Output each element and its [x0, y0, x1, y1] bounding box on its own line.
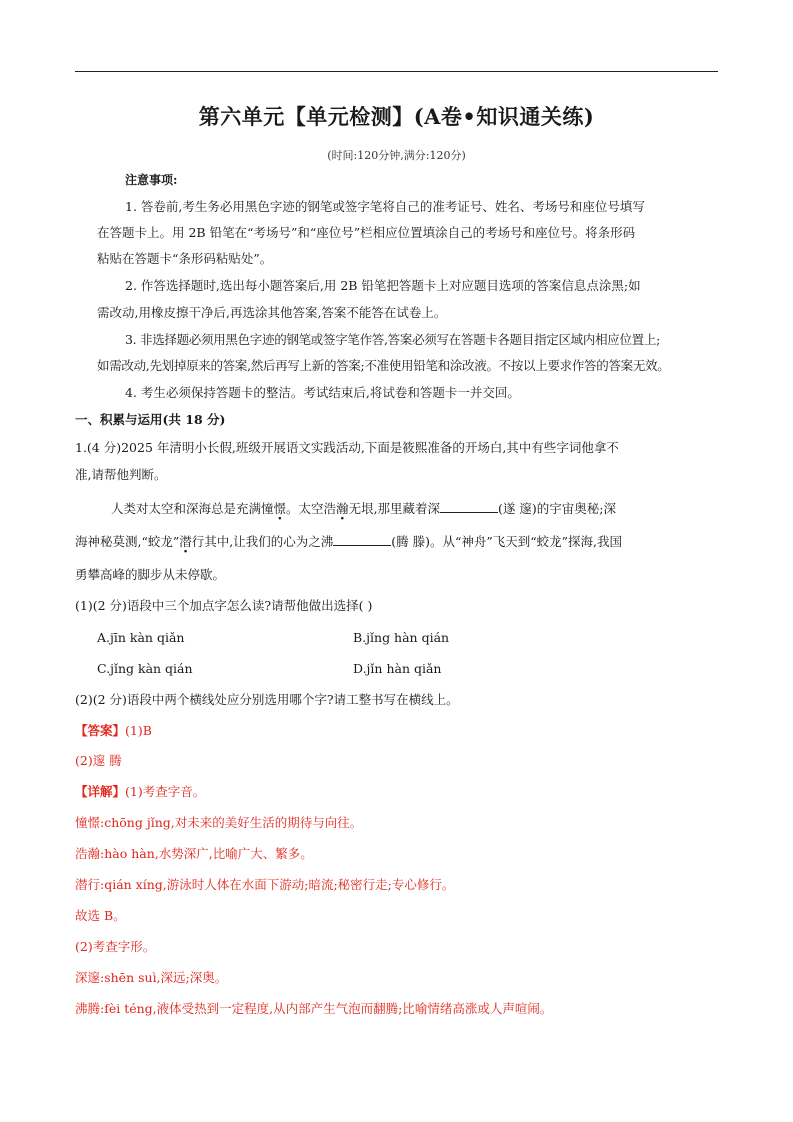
notice-heading: 注意事项:	[125, 173, 178, 187]
answer-blank-2[interactable]	[333, 533, 391, 546]
detail-line-2: 憧憬:chōng jǐng,对未来的美好生活的期待与向往。	[75, 815, 363, 830]
sub-question-1: (1)(2 分)语段中三个加点字怎么读?请帮他做出选择( )	[75, 598, 373, 613]
answer-label: 【答案】	[75, 723, 126, 738]
option-a[interactable]: A.jīn kàn qiǎn	[97, 630, 185, 645]
passage-line-3: 勇攀高峰的脚步从未停歇。	[75, 567, 226, 582]
sub-question-2: (2)(2 分)语段中两个横线处应分别选用哪个字?请工整书写在横线上。	[75, 692, 459, 707]
answer-text: (1)B	[125, 723, 152, 738]
detail-line-8: 沸腾:fèi téng,液体受热到一定程度,从内部产生气泡而翻腾;比喻情绪高涨或人声喧闹。	[75, 1001, 553, 1016]
passage-text: (腾 滕)。从“神舟”飞天到“蛟龙”探海,我国	[391, 534, 623, 549]
passage-line-1	[111, 500, 616, 517]
notice-line-3: 粘贴在答题卡“条形码粘贴处”。	[97, 251, 273, 266]
notice-line-8: 4. 考生必须保持答题卡的整洁。考试结束后,将试卷和答题卡一并交回。	[125, 385, 520, 400]
answer-line-2: (2)邃 腾	[75, 753, 122, 768]
detail-line-3: 浩瀚:hào hàn,水势深广,比喻广大、繁多。	[75, 846, 313, 861]
notice-line-5: 需改动,用橡皮擦干净后,再选涂其他答案,答案不能答在试卷上。	[97, 305, 447, 320]
dotted-char: 瀚	[336, 501, 349, 516]
dotted-char: 潜	[179, 534, 192, 549]
notice-line-4: 2. 作答选择题时,选出每小题答案后,用 2B 铅笔把答题卡上对应题目选项的答案信息点涂黑;如	[125, 278, 641, 293]
passage-text: 行其中,让我们的心为之沸	[191, 534, 334, 549]
dotted-char: 憬	[273, 501, 287, 516]
notice-line-7: 如需改动,先划掉原来的答案,然后再写上新的答案;不准使用铅笔和涂改液。不按以上要求作答的答案无效。	[97, 358, 670, 373]
detail-line-4: 潜行:qián xíng,游泳时人体在水面下游动;暗流;秘密行走;专心修行。	[75, 877, 455, 892]
detail-label: 【详解】	[75, 784, 126, 799]
notice-line-6: 3. 非选择题必须用黑色字迹的钢笔或签字笔作答,答案必须写在答题卡各题目指定区域内相应位置上;	[125, 332, 660, 347]
notice-line-2: 在答题卡上。用 2B 铅笔在“考场号”和“座位号”栏相应位置填涂自己的考场号和座位号。将条形码	[97, 225, 636, 240]
passage-text: (遂 邃)的宇宙奥秘;深	[498, 501, 616, 516]
option-c[interactable]: C.jǐng kàn qián	[97, 661, 193, 676]
page-title: 第六单元【单元检测】(A卷•知识通关练)	[198, 104, 595, 129]
header-rule	[75, 71, 718, 72]
option-b[interactable]: B.jǐng hàn qián	[353, 630, 450, 645]
passage-text: 无垠,那里藏着深	[348, 501, 441, 516]
answer-line-1	[75, 723, 152, 739]
question-1-stem-cont: 准,请帮他判断。	[75, 467, 167, 482]
exam-time-info: (时间:120分钟,满分:120分)	[327, 149, 466, 162]
detail-line-5: 故选 B。	[75, 908, 126, 923]
detail-text: (1)考查字音。	[125, 784, 206, 799]
answer-blank-1[interactable]	[440, 500, 498, 513]
passage-text: 人类对太空和深海总是充满憧	[111, 501, 274, 516]
section-heading: 一、积累与运用(共 18 分)	[75, 412, 226, 427]
detail-line-1	[75, 784, 205, 800]
passage-line-2	[75, 533, 622, 550]
notice-line-1: 1. 答卷前,考生务必用黑色字迹的钢笔或签字笔将自己的准考证号、姓名、考场号和座位号填写	[125, 199, 645, 214]
detail-line-6: (2)考查字形。	[75, 939, 156, 954]
option-d[interactable]: D.jǐn hàn qiǎn	[353, 661, 442, 676]
detail-line-7: 深邃:shēn suì,深远;深奥。	[75, 970, 228, 985]
passage-text: 。太空浩	[286, 501, 337, 516]
passage-text: 海神秘莫测,“蛟龙”	[75, 534, 180, 549]
question-1-stem: 1.(4 分)2025 年清明小长假,班级开展语文实践活动,下面是筱熙准备的开场白,其中有些字词他拿不	[75, 440, 619, 455]
